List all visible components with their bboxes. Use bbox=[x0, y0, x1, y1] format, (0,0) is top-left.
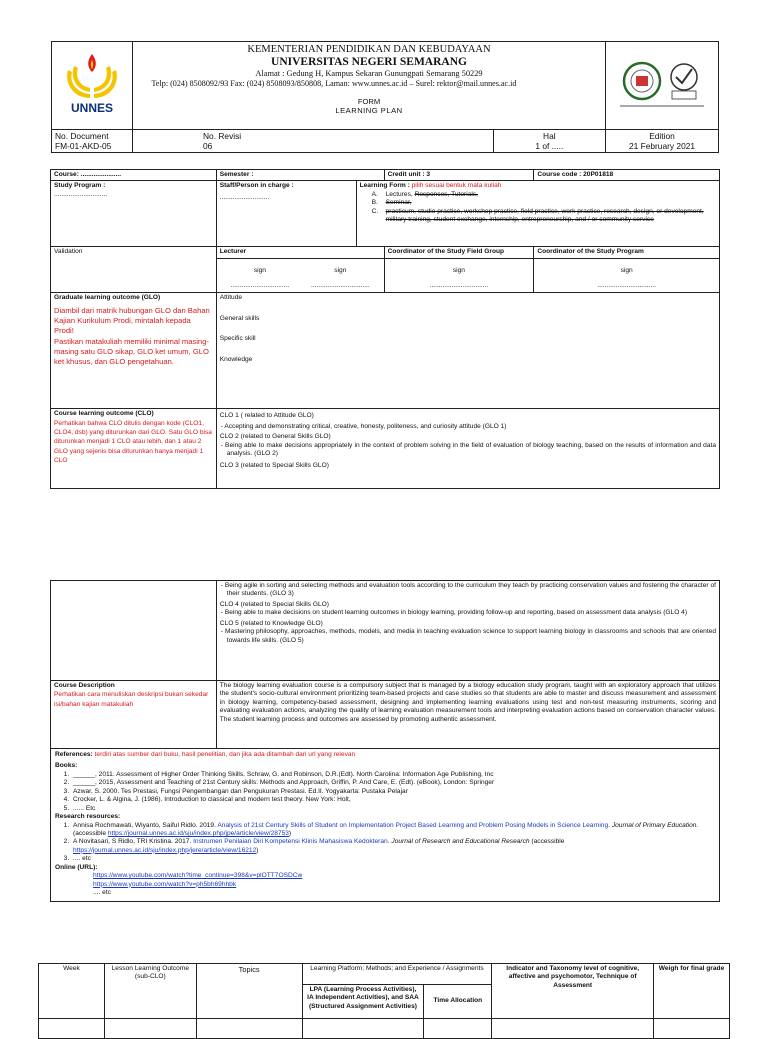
staff-value: ........................... bbox=[219, 193, 270, 201]
semester-cell bbox=[216, 170, 384, 181]
validation-label: Validation bbox=[54, 248, 83, 256]
coordinator-program-sign-line: ................................ bbox=[597, 281, 656, 289]
form-name: LEARNING PLAN bbox=[335, 106, 403, 115]
learning-form-a bbox=[360, 191, 716, 199]
clo-continued-content bbox=[216, 581, 719, 681]
clo1-title: CLO 1 ( related to Attitude GLO) bbox=[219, 412, 314, 420]
topics-header: Topics bbox=[196, 964, 302, 1019]
clo-note: Perhatikan bahwa CLO ditulis dengan kode (CLO1, CLO4, dsb) yang diturunkan dari GLO. Satu GLO bisa diturunkan menjadi 1 CLO atau lebih, dan 1 atau 2 GLO yang sejenis bisa diturunkan hanya menjadi 1 CLO bbox=[54, 419, 212, 464]
credit-label: Credit unit : 3 bbox=[387, 171, 431, 178]
edition-label: Edition bbox=[649, 131, 675, 141]
page-label: Hal bbox=[543, 131, 556, 141]
glo-label: Graduate learning outcome (GLO) bbox=[54, 294, 161, 302]
research-2: 2. A Novitasari, S Ridlo, TRI Kristina. 2017. Instrumen Penilaian Diri Kompetensi Klinis Mahasiswa Kedokteran. Journal of Research and Educational Research (accessible https://journal.unnes.ac.id/sju/index.php/jere/article/view/16212) bbox=[71, 838, 715, 855]
research-2-link[interactable]: https://journal.unnes.ac.id/sju/index.php/jere/article/view/16212 bbox=[73, 846, 257, 854]
lecturer-header bbox=[216, 247, 384, 259]
coordinator-field-header bbox=[384, 247, 534, 259]
revision-number: 06 bbox=[203, 141, 213, 151]
revision-cell bbox=[133, 130, 494, 153]
learning-form-c bbox=[360, 208, 716, 225]
learning-form-b bbox=[360, 199, 716, 207]
clo3-title: CLO 3 (related to Special Skills GLO) bbox=[219, 461, 329, 469]
online-url-etc: .... etc bbox=[93, 889, 111, 896]
description-label: Course Description bbox=[54, 682, 115, 689]
study-program-label: Study Program : bbox=[54, 182, 106, 190]
week-header: Week bbox=[39, 964, 105, 1019]
learning-form-a-prefix: A. bbox=[371, 190, 378, 198]
references-cell bbox=[51, 749, 720, 902]
books-list bbox=[55, 771, 715, 813]
coordinator-field-sign: sign bbox=[452, 267, 465, 275]
glo-note-2: Pastikan matakuliah memiliki minimal masing-masing satu GLO sikap, GLO ket umum, GLO ket khusus, dan GLO pengetahuan. bbox=[54, 336, 209, 367]
course-table-page1 bbox=[50, 169, 720, 489]
schedule-row-cell bbox=[39, 1019, 105, 1039]
schedule-table bbox=[38, 963, 730, 1039]
course-name-cell bbox=[51, 170, 217, 181]
course-code: 20P01818 bbox=[583, 171, 614, 178]
revision-label: No. Revisi bbox=[203, 131, 242, 141]
university-name: UNIVERSITAS NEGERI SEMARANG bbox=[271, 56, 467, 68]
doc-number-cell bbox=[52, 130, 133, 153]
credit-cell bbox=[384, 170, 534, 181]
research-label: Research resources: bbox=[55, 813, 121, 821]
course-label: Course: ...................... bbox=[54, 171, 122, 178]
lecturer-sign-2: sign bbox=[334, 267, 347, 275]
clo2-item: - Being able to make decisions appropriately in the context of problem solving in the field of evaluation of biology teaching, based on the results of information and data analysis. (GLO 2) bbox=[220, 441, 716, 458]
description-note: Perhatikan cara menuliskan deskripsi bukan sekedar isi/bahan kajian matakuliah bbox=[54, 691, 209, 708]
description-label-cell bbox=[51, 681, 217, 749]
course-code-cell bbox=[534, 170, 720, 181]
book-3: 3. Azwar, S. 2000. Tes Prestasi, Fungsi Pengembangan dan Pengukuran Prestasi. Ed.II. Yogyakarta: Pustaka Pelajar bbox=[71, 788, 715, 796]
institution-cell bbox=[133, 42, 606, 130]
iso-certification-icon bbox=[612, 53, 712, 113]
indicators-header: Indicator and Taxonomy level of cognitive, affective and psychomotor, Technique of Assessment bbox=[492, 964, 654, 1019]
document-header bbox=[51, 41, 719, 153]
glo-note: Diambil dari matrik hubungan GLO dan Bahan Kajian Kurikulum Prodi, mintalah kepada Prodi! bbox=[54, 305, 210, 336]
clo-label: Course learning outcome (CLO) bbox=[54, 410, 154, 418]
clo-label-cell bbox=[51, 409, 217, 489]
semester-label: Semester : bbox=[219, 171, 254, 178]
llo-header: Lesson Learning Outcome (sub-CLO) bbox=[104, 964, 196, 1019]
online-label: Online (URL): bbox=[55, 863, 98, 871]
course-table-page2 bbox=[50, 580, 720, 902]
coordinator-program-signature bbox=[534, 259, 720, 293]
staff-cell bbox=[216, 181, 356, 247]
course-code-label: Course code : bbox=[537, 171, 582, 178]
learning-form-cell bbox=[356, 181, 719, 247]
study-program-value: ............................. bbox=[54, 190, 108, 198]
references-label: References: bbox=[55, 751, 93, 758]
clo5-title: CLO 5 (related to Knowledge GLO) bbox=[219, 619, 323, 627]
clo4-item: - Being able to make decisions on student learning outcomes in biology learning, providing follow-up and reporting, based on assessment data analysis (GLO 4) bbox=[220, 609, 688, 617]
glo-label-cell bbox=[51, 293, 217, 409]
learning-form-b-prefix: B. bbox=[371, 199, 378, 207]
book-1: 1. ______, 2011. Assessment of Higher Order Thinking Skills. Schraw, G. and Robinson, D.R.(Edt). North Carolina: Information Age Publishing, Inc bbox=[71, 771, 715, 779]
lecturer-sign-1: sign bbox=[253, 267, 266, 275]
learning-form-note: pilih sesuai bentuk mata kuliah bbox=[411, 182, 502, 190]
books-label: Books: bbox=[55, 762, 78, 770]
glo-specific-skill: Specific skill bbox=[219, 335, 256, 343]
time-header: Time Allocation bbox=[424, 985, 492, 1019]
coordinator-program-header bbox=[534, 247, 720, 259]
clo-continued-left bbox=[51, 581, 217, 681]
glo-knowledge: Knowledge bbox=[219, 355, 253, 363]
references-note: terdiri atas sumber dari buku, hasil penelitian, dan jika ada ditambah dari url yang relevan bbox=[94, 751, 356, 758]
platform-header: Learning Platform; Methods; and Experience / Assignments bbox=[302, 964, 492, 985]
clo4-title: CLO 4 (related to Special Skills GLO) bbox=[219, 600, 329, 608]
clo5-item: - Mastering philosophy, approaches, methods, models, and media in teaching evaluation science to support learning biology in classrooms and schools that are oriented towards life skills. (GLO 5) bbox=[220, 628, 716, 644]
certification-cell bbox=[606, 42, 719, 130]
contact-line: Telp: (024) 8508092/93 Fax: (024) 8508093/850808, Laman: www.unnes.ac.id – Surel: rektor@mail.unnes.ac.id bbox=[151, 79, 517, 88]
ministry-name: KEMENTERIAN PENDIDIKAN DAN KEBUDAYAAN bbox=[247, 44, 491, 55]
study-program-cell bbox=[51, 181, 217, 247]
research-1: 1. Annisa Rochmawati, Wiyanto, Saiful Ridlo. 2019. Analysis of 21st Century Skills of Student on Implementation Project Based Learning and Problem Posing Models in Science Learning. Journal of Primary Education. (accessible https://journal.unnes.ac.id/sju/index.php/jpe/article/view/28753) bbox=[71, 822, 715, 839]
learning-form-a-text: Lectures, bbox=[385, 190, 413, 198]
research-list bbox=[55, 822, 715, 864]
lecturer-sign-line-1: ................................ bbox=[230, 281, 290, 289]
page-cell bbox=[493, 130, 605, 153]
glo-general-skills: General skills bbox=[219, 314, 260, 322]
clo3-item: - Being agile in sorting and selecting methods and evaluation tools according to the curriculum they teach by practicing conservation values and fostering the character of their students. (GLO 3) bbox=[220, 582, 716, 598]
learning-form-c-struck: practicum, studio practice, workshop practice, field practice, work practice, research, design, or development, military training, student exchange, internship, entrepreneurship, and / or community service bbox=[385, 207, 704, 224]
coordinator-field-signature bbox=[384, 259, 534, 293]
coordinator-field-label: Coordinator of the Study Field Group bbox=[387, 248, 505, 256]
coordinator-program-sign: sign bbox=[620, 267, 633, 275]
lecturer-signatures bbox=[216, 259, 384, 293]
staff-label: Staff/Person in charge : bbox=[219, 182, 294, 190]
book-5: 5. ...... Etc bbox=[71, 805, 715, 813]
doc-number: FM-01-AKD-05 bbox=[55, 141, 112, 151]
online-url-2[interactable]: https://www.youtube.com/watch?v=ph5bh69hhbk bbox=[93, 880, 237, 888]
book-4: 4. Crocker, L. & Algina, J. (1986). Introduction to classical and modern test theory. New York: Holt, bbox=[71, 796, 715, 804]
research-3: 3. .... etc bbox=[71, 855, 715, 863]
page-number: 1 of ..... bbox=[535, 141, 564, 151]
lecturer-label: Lecturer bbox=[219, 248, 247, 256]
learning-form-label: Learning Form : bbox=[359, 182, 410, 190]
book-2: 2. ______, 2015, Assessment and Teaching of 21st Century skills: Methods and Approach, Griffin, P. And Care, E. (Edt). (eBook), London: Springer bbox=[71, 779, 715, 787]
clo2-title: CLO 2 (related to General Skills GLO) bbox=[219, 433, 331, 441]
learning-form-a-struck: Responces, Tutorials, bbox=[414, 190, 478, 198]
research-1-link[interactable]: https://journal.unnes.ac.id/sju/index.php/jpe/article/view/28753 bbox=[107, 829, 289, 837]
clo1-item: - Accepting and demonstrating critical, creative, honesty, politeness, and curiosity attitude (GLO 1) bbox=[220, 422, 507, 430]
edition-cell bbox=[606, 130, 719, 153]
description-text: The biology learning evaluation course is a compulsory subject that is managed by a biology education study program, taught with an exploratory approach that utilizes the student's socio-cultural environment prioritizing team-based projects and case studies so that students are able to master and discuss measurement and assessment in biology learning, competency-based assessment, designing and implementing learning evaluations using test and non-test measuring instruments, scoring and evaluating evaluation actions, analyzing the quality of learning evaluation measurement tools and interpreting evaluation actions based on conservation character values. The student learning process and outcomes are assessed by promoting authentic assessment. bbox=[219, 682, 716, 723]
lpa-header: LPA (Learning Process Activities), IA Independent Activities), and SAA (Structured Assignment Activities) bbox=[302, 985, 424, 1019]
doc-number-label: No. Document bbox=[55, 131, 109, 141]
address-line: Alamat : Gedung H, Kampus Sekaran Gunungpati Semarang 50229 bbox=[255, 69, 483, 78]
lecturer-sign-line-2: ................................ bbox=[311, 281, 370, 289]
validation-cell bbox=[51, 247, 217, 293]
coordinator-field-sign-line: ................................ bbox=[429, 281, 489, 289]
coordinator-program-label: Coordinator of the Study Program bbox=[537, 248, 644, 256]
description-content-cell bbox=[216, 681, 719, 749]
form-label: FORM bbox=[357, 97, 381, 106]
learning-form-b-struck: Seminar, bbox=[385, 199, 412, 207]
learning-form-c-prefix: C. bbox=[371, 207, 379, 215]
glo-content-cell bbox=[216, 293, 719, 409]
weight-header: Weigh for final grade bbox=[654, 964, 730, 1019]
edition-date: 21 February 2021 bbox=[628, 141, 696, 151]
online-url-1[interactable]: https://www.youtube.com/watch?time_continue=398&v=plOTT7OSDCw bbox=[93, 872, 303, 880]
logo-text: UNNES bbox=[70, 101, 114, 115]
glo-attitude: Attitude bbox=[219, 294, 243, 302]
clo-content-cell bbox=[216, 409, 719, 489]
